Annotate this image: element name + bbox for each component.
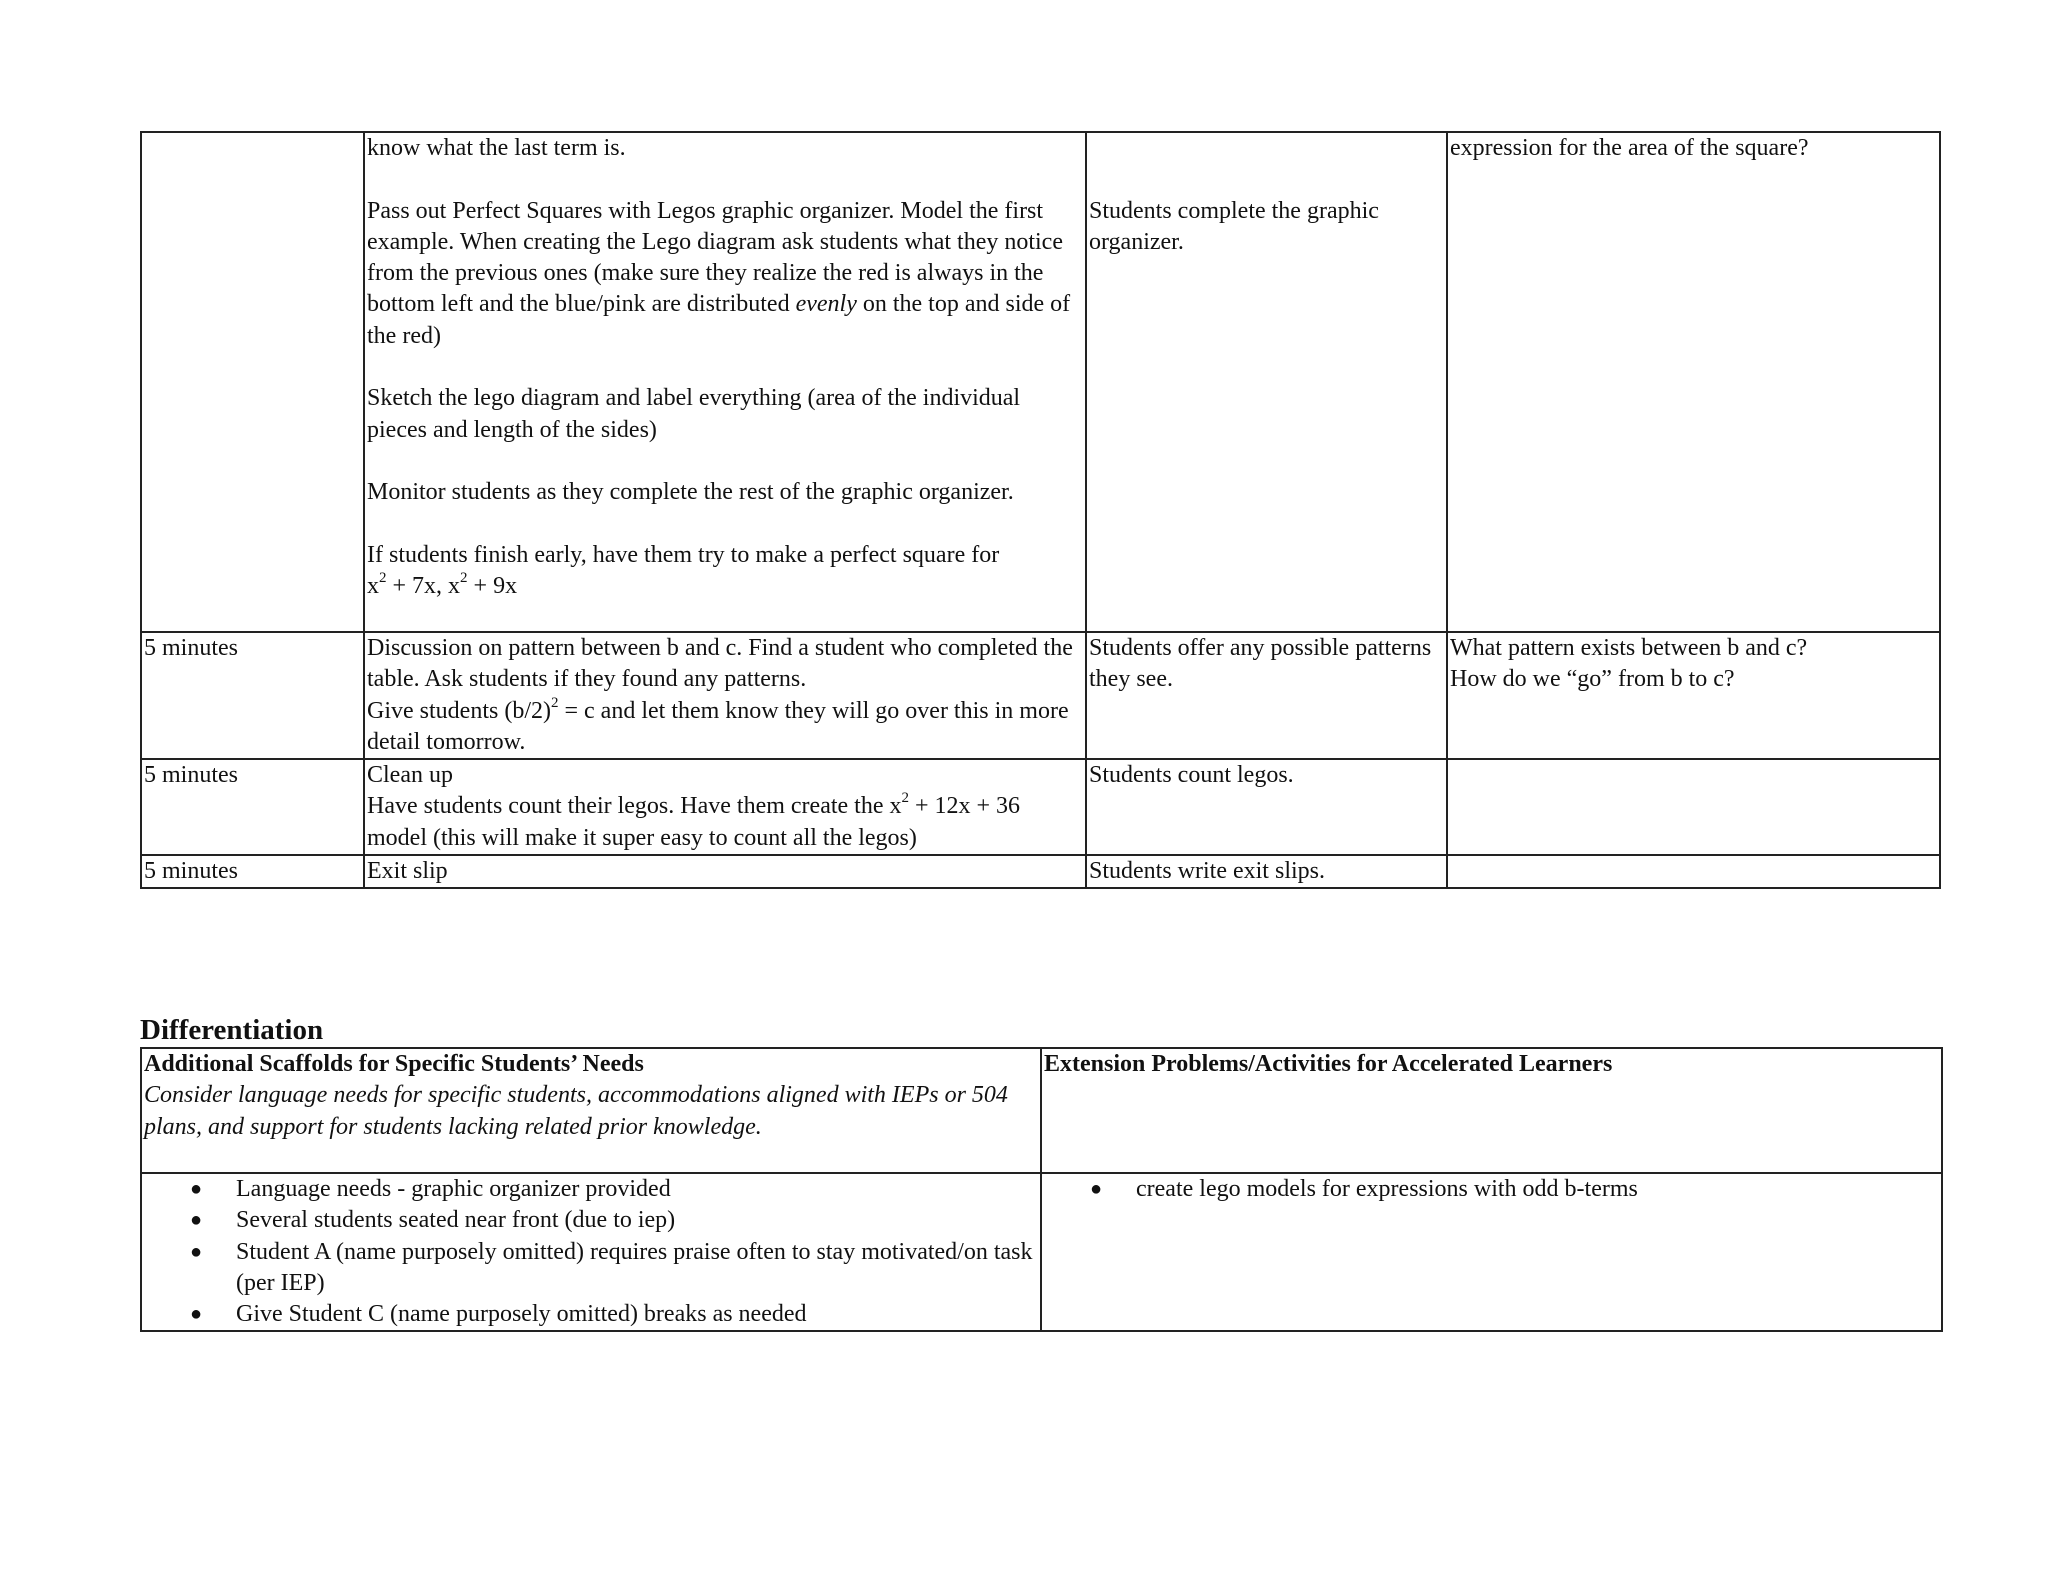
extension-title: Extension Problems/Activities for Accelerated Learners: [1044, 1051, 1613, 1077]
teacher-actions-cell: [364, 132, 1086, 632]
text-run: + 7x, x: [386, 573, 461, 600]
superscript: 2: [460, 570, 468, 587]
questions-cell: expression for the area of the square?: [1447, 132, 1940, 632]
time-cell: 5 minutes: [141, 855, 364, 888]
list-item: ● Several students seated near front (due to iep): [144, 1205, 1038, 1236]
time-cell: 5 minutes: [141, 632, 364, 759]
lesson-plan-table: [140, 131, 1941, 889]
differentiation-heading: Differentiation: [140, 1014, 324, 1046]
table-row: [141, 1048, 1942, 1173]
question-text: How do we “go” from b to c?: [1450, 666, 1735, 693]
text-run: + 12x + 36 model (this will make it super easy to count all the legos): [367, 793, 1021, 851]
questions-cell: [1447, 759, 1940, 855]
extensions-list-cell: [1041, 1173, 1942, 1331]
scaffolds-list: [144, 1174, 1038, 1330]
emphasis-text: evenly: [795, 291, 857, 318]
list-item: ● create lego models for expressions with odd b-terms: [1044, 1174, 1939, 1205]
teacher-paragraph: Monitor students as they complete the rest of the graphic organizer.: [367, 479, 1014, 506]
student-actions-cell: [1086, 132, 1447, 632]
student-text: Students complete the graphic organizer.: [1089, 197, 1379, 255]
student-actions-cell: Students offer any possible patterns they see.: [1086, 632, 1447, 759]
teacher-paragraph: [367, 540, 1083, 603]
table-row: [141, 632, 1940, 759]
student-actions-cell: Students write exit slips.: [1086, 855, 1447, 888]
text-run: Discussion on pattern between b and c. Find a student who completed the table. Ask students if they found any patterns.: [367, 635, 1073, 693]
time-cell: [141, 132, 364, 632]
text-run: Clean up: [367, 762, 453, 789]
questions-cell: [1447, 855, 1940, 888]
list-item: ● Give Student C (name purposely omitted) breaks as needed: [144, 1299, 1038, 1330]
scaffolds-title: Additional Scaffolds for Specific Students’ Needs: [144, 1051, 644, 1077]
list-item: ● Student A (name purposely omitted) requires praise often to stay motivated/on task (per IEP): [144, 1237, 1038, 1300]
scaffolds-list-cell: [141, 1173, 1041, 1331]
table-row: [141, 759, 1940, 855]
table-row: [141, 132, 1940, 632]
table-row: [141, 855, 1940, 888]
superscript: 2: [550, 694, 559, 711]
teacher-paragraph: Sketch the lego diagram and label everything (area of the individual pieces and length of the sides): [367, 385, 1021, 443]
text-run: Give students (b/2): [367, 697, 551, 724]
text-run: Pass out Perfect Squares with Legos graphic organizer. Model the first example. When creating the Lego diagram ask students what they notice from the previous ones (make sure they realize the red is always in the bottom left and the blue/pink are distributed: [367, 197, 1063, 318]
teacher-paragraph: know what the last term is.: [367, 135, 626, 161]
table-row: [141, 1173, 1942, 1331]
scaffolds-subtitle: Consider language needs for specific students, accommodations aligned with IEPs or 504 plans, and support for students lacking related prior knowledge.: [144, 1082, 1008, 1140]
time-cell: 5 minutes: [141, 759, 364, 855]
text-run: x: [367, 573, 379, 600]
text-run: Have students count their legos. Have them create the x: [367, 793, 902, 820]
question-text: What pattern exists between b and c?: [1450, 635, 1808, 661]
text-run: = c and let them know they will go over this in more detail tomorrow.: [367, 697, 1069, 755]
extension-header-cell: [1041, 1048, 1942, 1173]
questions-cell: [1447, 632, 1940, 759]
differentiation-table: [140, 1047, 1943, 1332]
student-actions-cell: Students count legos.: [1086, 759, 1447, 855]
list-item: ● Language needs - graphic organizer provided: [144, 1174, 1038, 1205]
teacher-paragraph: [367, 196, 1083, 352]
teacher-actions-cell: [364, 632, 1086, 759]
teacher-actions-cell: [364, 759, 1086, 855]
superscript: 2: [901, 790, 909, 807]
teacher-actions-cell: Exit slip: [364, 855, 1086, 888]
superscript: 2: [379, 570, 387, 587]
text-run: on the top and side of the red): [367, 291, 1071, 349]
scaffolds-header-cell: [141, 1048, 1041, 1173]
text-run: + 9x: [467, 573, 518, 600]
extensions-list: [1044, 1174, 1939, 1205]
text-run: If students finish early, have them try to make a perfect square for: [367, 541, 1000, 568]
